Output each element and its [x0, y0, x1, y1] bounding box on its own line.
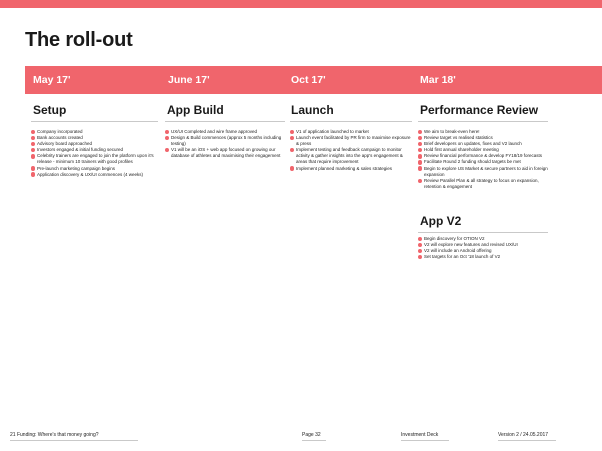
phase-title-performance-review: Performance Review [420, 103, 539, 117]
list-item-text: Investors engaged & initial funding secured [37, 147, 124, 153]
list-item-text: Implement planned marketing & sales strategies [296, 165, 393, 171]
bullet-dot-icon [31, 148, 35, 152]
list-item [290, 147, 412, 165]
list-item-text: Launch event facilitated by PR firm to maximise exposure & press [296, 135, 411, 147]
bullet-dot-icon [31, 154, 35, 158]
timeline-band [25, 66, 602, 94]
list-item [165, 147, 283, 159]
bullet-dot-icon [31, 166, 35, 170]
list-item-text: Review financial performance & develop FY18/19 forecasts [424, 153, 543, 159]
list-item-text: Implement testing and feedback campaign to monitor activity & gather insights into the app's engagement & areas that require improvement [296, 147, 403, 165]
phase-title-app-build: App Build [167, 103, 224, 117]
page-title: The roll-out [25, 29, 133, 51]
bullet-dot-icon [418, 136, 422, 140]
bullet-dot-icon [418, 179, 422, 183]
list-item-text: Company incorporated [37, 129, 83, 134]
bullet-dot-icon [290, 136, 294, 140]
app-build-list [165, 129, 283, 159]
list-item-text: Review Parallel Plan & all strategy to focus on expansion, retention & engagement [424, 177, 539, 189]
bullet-dot-icon [418, 255, 422, 259]
bullet-dot-icon [418, 166, 422, 170]
list-item-text: V1 will be an iOS + web app focused on growing our database of athletes and maximising their engagement [171, 147, 281, 159]
footer-rule [401, 440, 449, 441]
list-item-text: Celebrity trainers are engaged to join the platform upon it's release - minimum 10 trainers with good profiles [37, 153, 154, 165]
list-item-text: Begin discovery for OTION V2 [424, 236, 485, 241]
phase-divider [165, 121, 285, 122]
date-may-17: May 17' [33, 74, 71, 86]
footer-rule [10, 440, 138, 441]
list-item [290, 135, 412, 147]
list-item-text: Advisory board approached [37, 141, 93, 147]
footer-page-number: Page 32 [302, 432, 321, 438]
bullet-dot-icon [418, 154, 422, 158]
bullet-dot-icon [418, 249, 422, 253]
bullet-dot-icon [31, 172, 35, 176]
list-item-text: Set targets for an Oct '18 launch of V2 [424, 254, 501, 260]
app-v2-list [418, 236, 550, 260]
performance-review-list [418, 129, 550, 190]
list-item-text: Design & Build commences (approx 5 months including testing) [171, 135, 282, 147]
list-item-text: V1 of application launched to market [296, 129, 369, 134]
bullet-dot-icon [165, 136, 169, 140]
bullet-dot-icon [31, 142, 35, 146]
list-item-text: Application discovery & UX/UI commences (4 weeks) [37, 171, 144, 177]
list-item-text: Begin to explore US Market & secure partners to aid in foreign expansion [424, 165, 548, 177]
list-item-text: Bank accounts created [37, 135, 83, 141]
bullet-dot-icon [418, 142, 422, 146]
list-item [31, 172, 159, 178]
list-item-text: V2 will include an Android offering [424, 248, 492, 254]
top-accent-bar [0, 0, 602, 8]
phase-title-app-v2: App V2 [420, 214, 462, 228]
setup-list [31, 129, 159, 178]
phase-divider [31, 121, 158, 122]
footer-version: Version 2 / 24.05.2017 [498, 432, 549, 438]
list-item-text: UX/UI Completed and wire frame approved [171, 129, 258, 134]
footer-section: 21 Funding: Where's that money going? [10, 432, 99, 438]
bullet-dot-icon [165, 148, 169, 152]
list-item [418, 178, 550, 190]
bullet-dot-icon [290, 130, 294, 134]
bullet-dot-icon [31, 136, 35, 140]
date-oct-17: Oct 17' [291, 74, 326, 86]
footer-rule [498, 440, 556, 441]
list-item [418, 254, 550, 260]
bullet-dot-icon [290, 166, 294, 170]
date-june-17: June 17' [168, 74, 210, 86]
phase-title-setup: Setup [33, 103, 67, 117]
bullet-dot-icon [418, 237, 422, 241]
phase-title-launch: Launch [291, 103, 334, 117]
list-item-text: Hold first annual shareholder meeting [424, 147, 499, 153]
list-item [290, 166, 412, 172]
list-item-text: Review target vs realised statistics [424, 135, 493, 141]
phase-divider [418, 121, 548, 122]
bullet-dot-icon [31, 130, 35, 134]
bullet-dot-icon [290, 148, 294, 152]
date-mar-18: Mar 18' [420, 74, 456, 86]
bullet-dot-icon [418, 160, 422, 164]
list-item-text: Pre-launch marketing campaign begins [37, 165, 116, 171]
bullet-dot-icon [418, 148, 422, 152]
list-item [418, 166, 550, 178]
list-item-text: Brief developers on updates, fixes and V2 launch [424, 141, 522, 147]
footer-document: Investment Deck [401, 432, 439, 438]
list-item [165, 135, 283, 147]
launch-list [290, 129, 412, 172]
bullet-dot-icon [418, 243, 422, 247]
list-item-text: V2 will explore new features and revised UX/UI [424, 242, 518, 248]
phase-divider [290, 121, 412, 122]
bullet-dot-icon [165, 130, 169, 134]
list-item [31, 153, 159, 165]
footer-rule [302, 440, 326, 441]
phase-divider [418, 232, 548, 233]
bullet-dot-icon [418, 130, 422, 134]
list-item-text: Facilitate Round 2 funding should targets be met [424, 159, 521, 165]
list-item-text: We aim to break-even here! [424, 129, 480, 134]
